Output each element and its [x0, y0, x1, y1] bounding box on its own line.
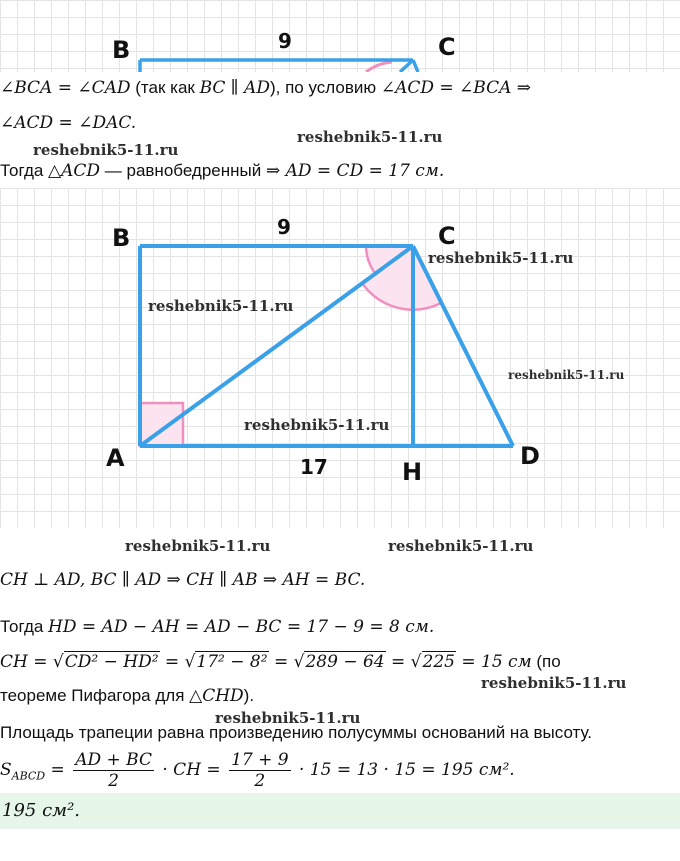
watermark: reshebnik5-11.ru	[33, 141, 179, 159]
text-line-4	[0, 569, 680, 591]
segment-cd	[413, 246, 513, 446]
text-fragment: ).	[243, 686, 255, 705]
math-area-symbol: S	[0, 760, 12, 780]
watermark: reshebnik5-11.ru	[125, 537, 271, 555]
top-label-c: C	[438, 33, 456, 61]
top-label-b: B	[112, 36, 131, 64]
answer-text: 195 см².	[2, 800, 81, 821]
radicand: 17² − 8²	[196, 652, 268, 672]
text-line-6	[0, 651, 680, 673]
fraction-denominator: 2	[108, 771, 119, 792]
fraction-denominator: 2	[254, 771, 266, 792]
text-fragment: ), по условию	[269, 78, 381, 97]
text-fragment: теореме Пифагора для	[0, 686, 190, 705]
text-fragment: — равнобедренный	[100, 161, 266, 180]
top-figure	[0, 0, 680, 72]
watermark: reshebnik5-11.ru	[244, 416, 390, 434]
fraction-numerator: AD + BC	[75, 750, 152, 771]
math-area-subscript: ABCD	[11, 769, 46, 783]
math-angle-equality: ∠BCA = ∠CAD	[0, 78, 131, 98]
vertex-label-b: B	[112, 224, 131, 252]
trapezoid-figure	[0, 188, 680, 528]
text-area-rule: Площадь трапеции равна произведению полусуммы оснований на высоту.	[0, 723, 593, 742]
radicand: 289 − 64	[305, 652, 385, 672]
text-line-9	[0, 748, 680, 798]
math-fragment: =	[159, 652, 185, 672]
watermark: reshebnik5-11.ru	[388, 537, 534, 555]
watermark: reshebnik5-11.ru	[508, 368, 625, 382]
math-parallel: BC ∥ AD	[199, 78, 270, 98]
text-fragment: Тогда	[0, 161, 49, 180]
text-line-8	[0, 722, 680, 744]
top-label-9: 9	[278, 29, 292, 53]
math-hd-calculation: HD = AD − AH = AD − BC = 17 − 9 = 8 см.	[48, 617, 435, 637]
math-angle-result: ∠ACD = ∠DAC.	[0, 113, 137, 133]
watermark: reshebnik5-11.ru	[481, 674, 627, 692]
top-segment-cd	[413, 60, 418, 72]
fraction-bases	[73, 750, 154, 791]
text-fragment: (по	[531, 652, 561, 671]
math-angle-condition: ∠ACD = ∠BCA ⇒	[380, 78, 532, 98]
math-fragment: · CH =	[156, 760, 227, 780]
text-line-3	[0, 160, 680, 182]
math-triangle: △ACD	[48, 161, 101, 181]
text-line-1	[0, 77, 680, 99]
text-fragment: Тогда	[0, 617, 49, 636]
watermark: reshebnik5-11.ru	[428, 249, 574, 267]
sqrt-expression: √289 − 64	[293, 652, 385, 672]
math-isosceles-result: ⇒ AD = CD = 17 см.	[265, 161, 445, 181]
math-fragment: =	[268, 652, 294, 672]
vertex-label-a: A	[106, 444, 125, 472]
text-line-5	[0, 616, 680, 638]
fraction-numerator: 17 + 9	[231, 750, 289, 771]
sqrt-expression: √CD² − HD²	[52, 652, 159, 672]
sqrt-expression: √225	[410, 652, 455, 672]
answer-box	[0, 793, 680, 829]
fraction-values	[229, 750, 291, 791]
math-fragment: CH =	[0, 652, 53, 672]
math-fragment: = 15 см	[455, 652, 532, 672]
watermark: reshebnik5-11.ru	[148, 297, 294, 315]
sqrt-expression: √17² − 8²	[184, 652, 268, 672]
top-angle-arc	[366, 62, 392, 72]
vertex-label-h: H	[402, 458, 423, 486]
text-fragment: (так как	[130, 78, 200, 97]
math-perpendicular-parallel: CH ⊥ AD, BC ∥ AD ⇒ CH ∥ AB ⇒ AH = BC.	[0, 570, 366, 590]
math-fragment: =	[385, 652, 411, 672]
vertex-label-c: C	[438, 222, 456, 250]
radicand: CD² − HD²	[64, 652, 159, 672]
top-segment-ca	[400, 60, 413, 72]
watermark: reshebnik5-11.ru	[215, 709, 361, 727]
math-fragment: · 15 = 13 · 15 = 195 см².	[293, 760, 515, 780]
radicand: 225	[422, 652, 455, 672]
math-fragment: =	[45, 760, 71, 780]
watermark: reshebnik5-11.ru	[297, 128, 443, 146]
length-label-bc: 9	[277, 215, 291, 239]
math-triangle: △CHD	[189, 686, 244, 706]
length-label-ad: 17	[300, 455, 328, 479]
vertex-label-d: D	[520, 442, 540, 470]
